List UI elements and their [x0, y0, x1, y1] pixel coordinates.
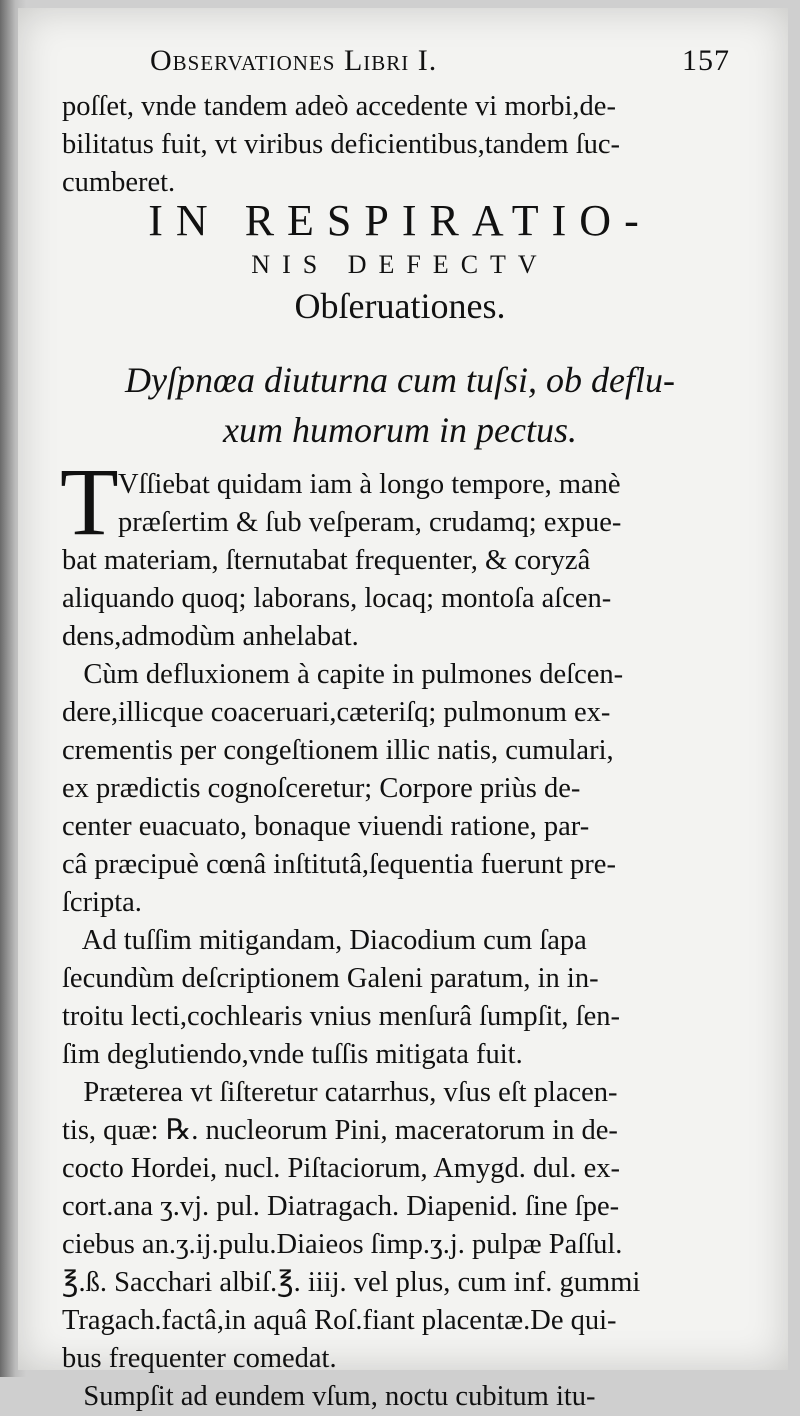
drop-cap: T [60, 448, 119, 555]
section-title-line1: IN RESPIRATIO- [148, 196, 652, 245]
text-line: troitu lecti,cochlearis vnius menſurâ ſumpſit, ſen- [62, 1001, 620, 1032]
opening-paragraph [62, 88, 722, 202]
section-title-line3: Obſeruationes. [294, 286, 506, 326]
body-text [62, 542, 722, 1416]
text-line: Sumpſit ad eundem vſum, noctu cubitum itu- [62, 1381, 596, 1412]
text-line: Ad tuſſim mitigandam, Diacodium cum ſapa [62, 925, 587, 956]
text-line: ſcripta. [62, 887, 142, 918]
text-line: crementis per congeſtionem illic natis, cumulari, [62, 735, 614, 766]
page-number: 157 [682, 44, 730, 77]
body-first-lines [118, 466, 722, 542]
text-line: poſſet, vnde tandem adeò accedente vi morbi,de- [62, 91, 616, 122]
text-line: Vſſiebat quidam iam à longo tempore, manè [118, 469, 621, 500]
observation-title [0, 355, 800, 455]
text-line: ℥.ß. Sacchari albiſ.℥. iiij. vel plus, cum inf. gummi [62, 1267, 641, 1298]
text-line: câ præcipuè cœnâ inſtitutâ,ſequentia fuerunt pre- [62, 849, 616, 880]
text-line: ſim deglutiendo,vnde tuſſis mitigata fuit. [62, 1039, 523, 1070]
running-head [150, 44, 730, 78]
text-line: aliquando quoq; laborans, locaq; montoſa aſcen- [62, 583, 612, 614]
observation-title-line1: Dyſpnœa diuturna cum tuſsi, ob deflu- [125, 360, 675, 400]
text-line: dere,illicque coaceruari,cæteriſq; pulmonum ex- [62, 697, 611, 728]
text-line: præſertim & ſub veſperam, crudamq; expue- [118, 507, 622, 538]
text-line: ſecundùm deſcriptionem Galeni paratum, in in- [62, 963, 599, 994]
running-head-title: Observationes Libri I. [150, 44, 438, 77]
text-line: dens,admodùm anhelabat. [62, 621, 359, 652]
text-line: bus frequenter comedat. [62, 1343, 337, 1374]
text-line: cocto Hordei, nucl. Piſtaciorum, Amygd. dul. ex- [62, 1153, 621, 1184]
text-line: tis, quæ: ℞. nucleorum Pini, maceratorum in de- [62, 1115, 618, 1146]
text-line: ex prædictis cognoſceretur; Corpore priùs de- [62, 773, 581, 804]
text-line: Cùm defluxionem à capite in pulmones deſcen- [62, 659, 624, 690]
text-line: Præterea vt ſiſteretur catarrhus, vſus eſt placen- [62, 1077, 618, 1108]
observation-title-line2: xum humorum in pectus. [223, 410, 577, 450]
text-line: cumberet. [62, 167, 176, 198]
text-line: cort.ana ʒ.vj. pul. Diatragach. Diapenid. ſine ſpe- [62, 1191, 620, 1222]
section-title-line2: NIS DEFECTV [251, 250, 549, 279]
text-line: bilitatus fuit, vt viribus deficientibus,tandem ſuc- [62, 129, 621, 160]
text-line: bat materiam, ſternutabat frequenter, & coryzâ [62, 545, 591, 576]
text-line: center euacuato, bonaque viuendi ratione, par- [62, 811, 590, 842]
text-line: Tragach.factâ,in aquâ Roſ.fiant placentæ.De qui- [62, 1305, 617, 1336]
text-line: ciebus an.ʒ.ij.pulu.Diaieos ſimp.ʒ.j. pulpæ Paſſul. [62, 1229, 623, 1260]
